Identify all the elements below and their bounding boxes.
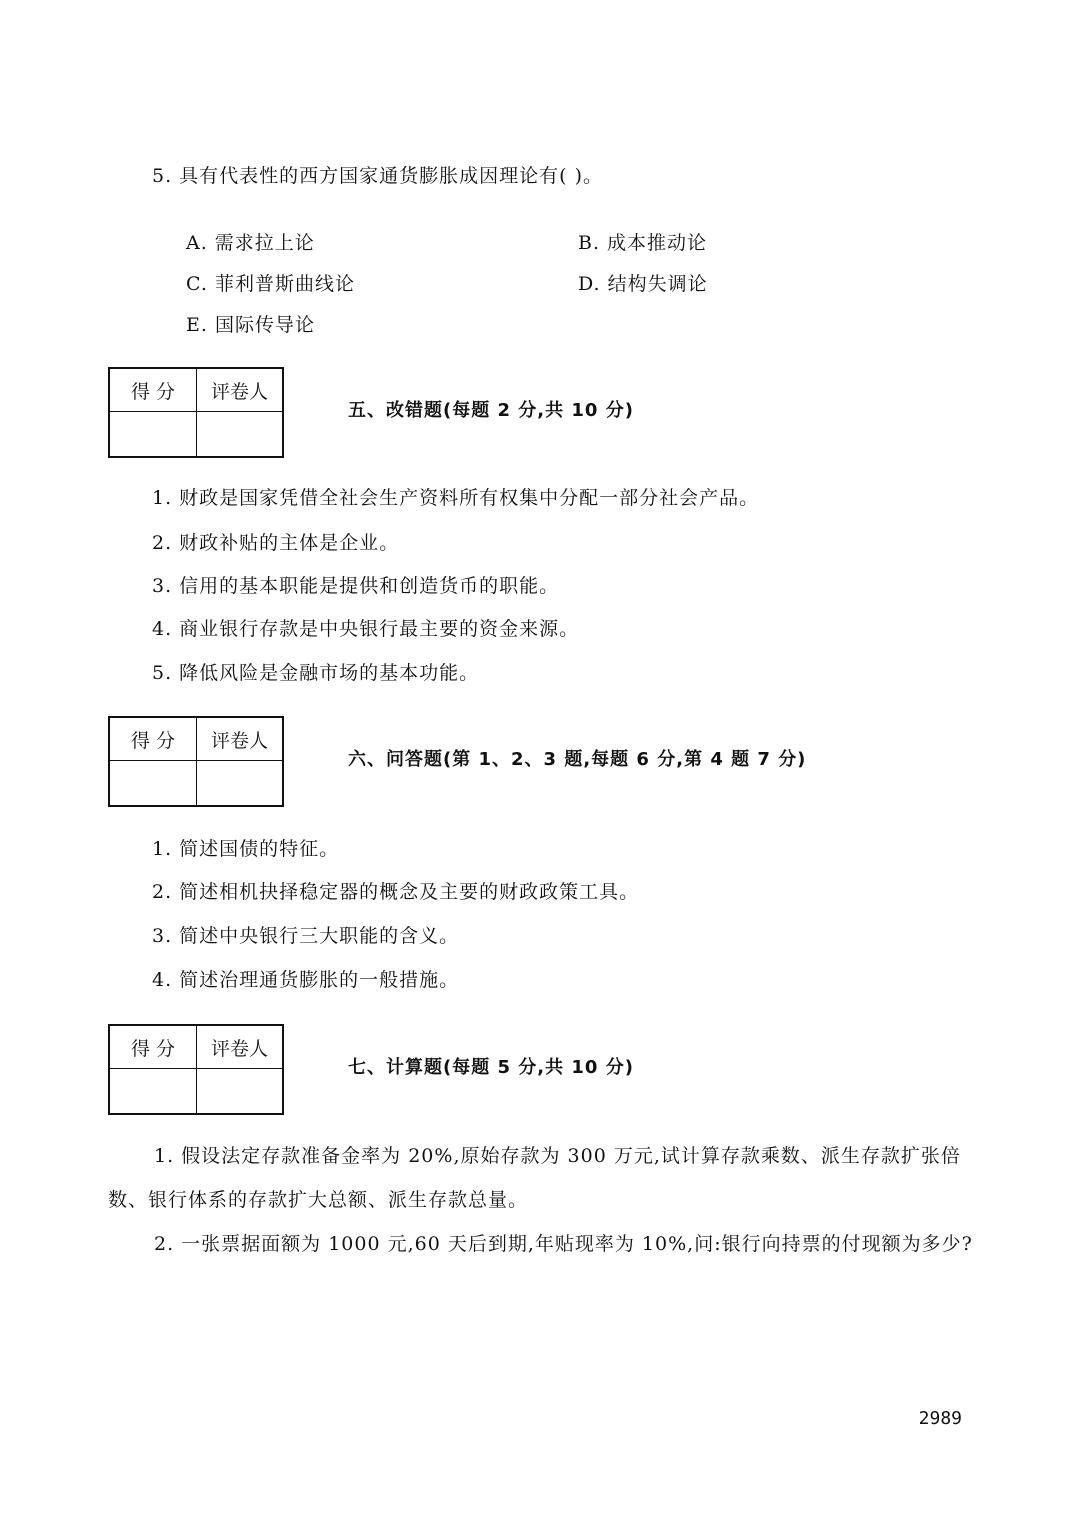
section-7-item-1: 1. 假设法定存款准备金率为 20%,原始存款为 300 万元,试计算存款乘数、派生存款扩张倍数、银行体系的存款扩大总额、派生存款总量。 bbox=[108, 1145, 961, 1211]
score-label: 得 分 bbox=[109, 368, 197, 412]
score-label: 得 分 bbox=[109, 1025, 197, 1069]
option-e: E. 国际传导论 bbox=[186, 314, 315, 336]
option-a: A. 需求拉上论 bbox=[186, 232, 315, 254]
section-5-item-5: 5. 降低风险是金融市场的基本功能。 bbox=[152, 662, 480, 684]
grader-cell bbox=[197, 1069, 284, 1115]
section-6-item-4: 4. 简述治理通货膨胀的一般措施。 bbox=[152, 969, 460, 991]
score-label: 得 分 bbox=[109, 717, 197, 761]
score-box-section-5 bbox=[108, 367, 284, 458]
option-d: D. 结构失调论 bbox=[578, 273, 708, 295]
grader-label: 评卷人 bbox=[197, 368, 284, 412]
grader-cell bbox=[197, 412, 284, 458]
section-5-item-3: 3. 信用的基本职能是提供和创造货币的职能。 bbox=[152, 575, 560, 597]
grader-cell bbox=[197, 761, 284, 807]
option-c: C. 菲利普斯曲线论 bbox=[186, 273, 355, 295]
score-cell bbox=[109, 1069, 197, 1115]
section-6-item-2: 2. 简述相机抉择稳定器的概念及主要的财政政策工具。 bbox=[152, 881, 640, 903]
section-7-item-2: 2. 一张票据面额为 1000 元,60 天后到期,年贴现率为 10%,问:银行向持票的付现额为多少? bbox=[154, 1233, 973, 1255]
option-b: B. 成本推动论 bbox=[578, 232, 708, 254]
section-5-item-4: 4. 商业银行存款是中央银行最主要的资金来源。 bbox=[152, 618, 580, 640]
section-7-title: 七、计算题(每题 5 分,共 10 分) bbox=[348, 1057, 634, 1078]
grader-label: 评卷人 bbox=[197, 717, 284, 761]
score-cell bbox=[109, 761, 197, 807]
page-number: 2989 bbox=[918, 1408, 962, 1429]
grader-label: 评卷人 bbox=[197, 1025, 284, 1069]
score-box-section-7 bbox=[108, 1024, 284, 1115]
section-5-title: 五、改错题(每题 2 分,共 10 分) bbox=[348, 400, 634, 421]
section-5-item-2: 2. 财政补贴的主体是企业。 bbox=[152, 532, 400, 554]
section-6-item-1: 1. 简述国债的特征。 bbox=[152, 838, 340, 860]
section-5-item-1: 1. 财政是国家凭借全社会生产资料所有权集中分配一部分社会产品。 bbox=[152, 487, 760, 509]
section-6-item-3: 3. 简述中央银行三大职能的含义。 bbox=[152, 925, 460, 947]
score-cell bbox=[109, 412, 197, 458]
section-6-title: 六、问答题(第 1、2、3 题,每题 6 分,第 4 题 7 分) bbox=[348, 749, 807, 770]
question-5-stem: 5. 具有代表性的西方国家通货膨胀成因理论有( )。 bbox=[152, 165, 604, 187]
score-box-section-6 bbox=[108, 716, 284, 807]
